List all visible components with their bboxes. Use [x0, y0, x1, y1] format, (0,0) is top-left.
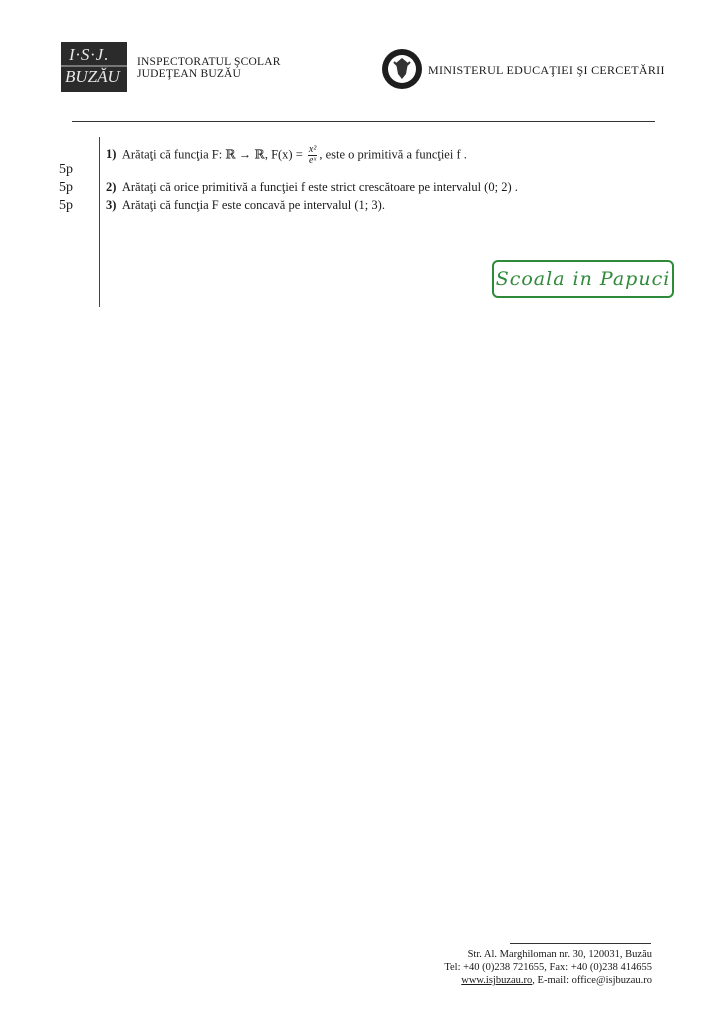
problem-2: [106, 180, 518, 195]
footer-phone: +40 (0)238 721655, Fax: +40 (0)238 414655: [463, 962, 652, 973]
problem-1-text-after: , este o primitivă a funcţiei f .: [319, 147, 467, 162]
watermark-stamp: Scoala in Papuci: [492, 260, 674, 298]
problem-3-number: 3): [106, 198, 117, 212]
footer-tel-label: Tel:: [444, 962, 461, 973]
footer-contact: [410, 948, 652, 987]
problem-2-text: Arătaţi că orice primitivă a funcţiei f este strict crescătoare pe intervalul (0; 2) .: [121, 180, 518, 194]
problem-1-points: 5p: [59, 162, 73, 177]
function-fraction: [308, 145, 317, 166]
problem-3-points: 5p: [59, 198, 73, 213]
isj-logo: [61, 42, 127, 92]
problem-1: [106, 145, 467, 166]
logo-line1: I·S·J.: [69, 45, 110, 64]
problem-3-text: Arătaţi că funcţia F este concavă pe intervalul (1; 3).: [121, 198, 385, 212]
footer-address: Str. Al. Marghiloman nr. 30, 120031, Buzău: [467, 949, 652, 960]
fraction-numerator: x²: [308, 144, 317, 155]
institution-line2: JUDEŢEAN BUZĂU: [137, 68, 242, 80]
problem-3: [106, 198, 385, 213]
header-divider: [72, 121, 655, 122]
problem-1-number: 1): [106, 147, 117, 162]
document-header: [0, 0, 724, 120]
footer-divider: [510, 943, 651, 944]
logo-line2: BUZĂU: [65, 67, 120, 86]
ministry-name: MINISTERUL EDUCAŢIEI ŞI CERCETĂRII: [428, 63, 665, 77]
points-column-divider: [99, 137, 100, 307]
footer-website-link[interactable]: www.isjbuzau.ro: [461, 975, 533, 986]
institution-name: [137, 56, 281, 80]
fraction-denominator: eˣ: [308, 155, 317, 166]
problem-2-points: 5p: [59, 180, 73, 195]
problem-1-text-before: Arătaţi că funcţia F: ℝ → ℝ, F(x) =: [121, 147, 306, 162]
problem-2-number: 2): [106, 180, 117, 194]
institution-line1: INSPECTORATUL ŞCOLAR: [137, 56, 281, 68]
government-crest-icon: [381, 48, 423, 90]
footer-email: , E-mail: office@isjbuzau.ro: [532, 975, 652, 986]
